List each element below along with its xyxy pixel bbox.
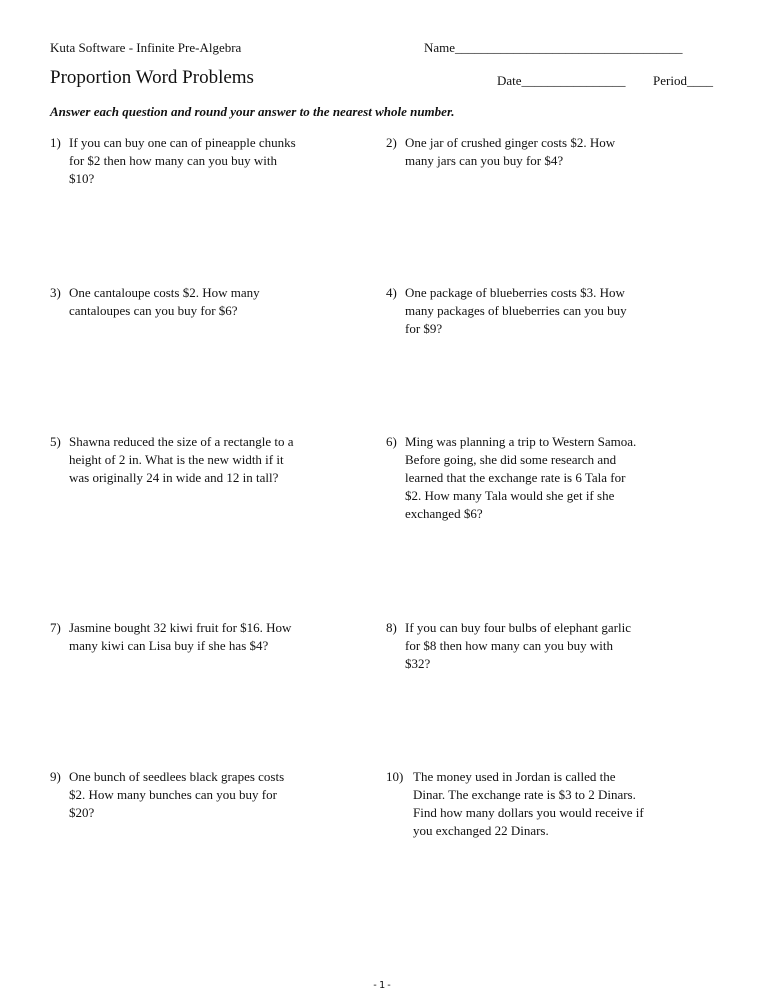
- period-field: Period____: [653, 73, 713, 88]
- problem-9: [50, 768, 350, 822]
- problem-4: [386, 284, 686, 338]
- problem-number: 4): [386, 285, 397, 300]
- problem-number: 2): [386, 135, 397, 150]
- problem-1: [50, 134, 350, 188]
- problem-number: 9): [50, 769, 61, 784]
- problem-3: [50, 284, 350, 320]
- problem-7: [50, 619, 350, 655]
- problem-number: 6): [386, 434, 397, 449]
- problem-text: One jar of crushed ginger costs $2. How many jars can you buy for $4?: [405, 135, 616, 168]
- problem-text: If you can buy one can of pineapple chunks for $2 then how many can you buy with $10?: [69, 135, 296, 186]
- worksheet-title: Proportion Word Problems: [50, 67, 254, 88]
- problem-number: 3): [50, 285, 61, 300]
- problem-text: Shawna reduced the size of a rectangle to a height of 2 in. What is the new width if it was originally 24 in wide and 12 in tall?: [69, 434, 294, 485]
- date-field: Date________________: [497, 73, 626, 88]
- problem-text: Jasmine bought 32 kiwi fruit for $16. How many kiwi can Lisa buy if she has $4?: [69, 620, 292, 653]
- problem-number: 1): [50, 135, 61, 150]
- problem-2: [386, 134, 686, 170]
- problem-6: [386, 433, 686, 523]
- problem-number: 8): [386, 620, 397, 635]
- problem-number: 7): [50, 620, 61, 635]
- name-field: Name___________________________________: [424, 40, 683, 55]
- problem-10: [386, 768, 686, 840]
- problem-8: [386, 619, 686, 673]
- problem-number: 5): [50, 434, 61, 449]
- publisher-label: Kuta Software - Infinite Pre-Algebra: [50, 40, 242, 55]
- problem-text: One bunch of seedlees black grapes costs $2. How many bunches can you buy for $20?: [69, 769, 285, 820]
- problem-5: [50, 433, 350, 487]
- problem-text: The money used in Jordan is called the Dinar. The exchange rate is $3 to 2 Dinars. Find how many dollars you would receive if you exchanged 22 Dinars.: [413, 769, 644, 838]
- page-number: -1-: [372, 980, 394, 991]
- instructions: Answer each question and round your answer to the nearest whole number.: [50, 104, 455, 119]
- problem-text: One package of blueberries costs $3. How many packages of blueberries can you buy for $9?: [405, 285, 627, 336]
- problem-text: If you can buy four bulbs of elephant garlic for $8 then how many can you buy with $32?: [405, 620, 631, 671]
- problem-text: Ming was planning a trip to Western Samoa. Before going, she did some research and learned that the exchange rate is 6 Tala for $2. How many Tala would she get if she exchanged $6?: [405, 434, 637, 521]
- problem-number: 10): [386, 769, 404, 784]
- problem-text: One cantaloupe costs $2. How many cantaloupes can you buy for $6?: [69, 285, 260, 318]
